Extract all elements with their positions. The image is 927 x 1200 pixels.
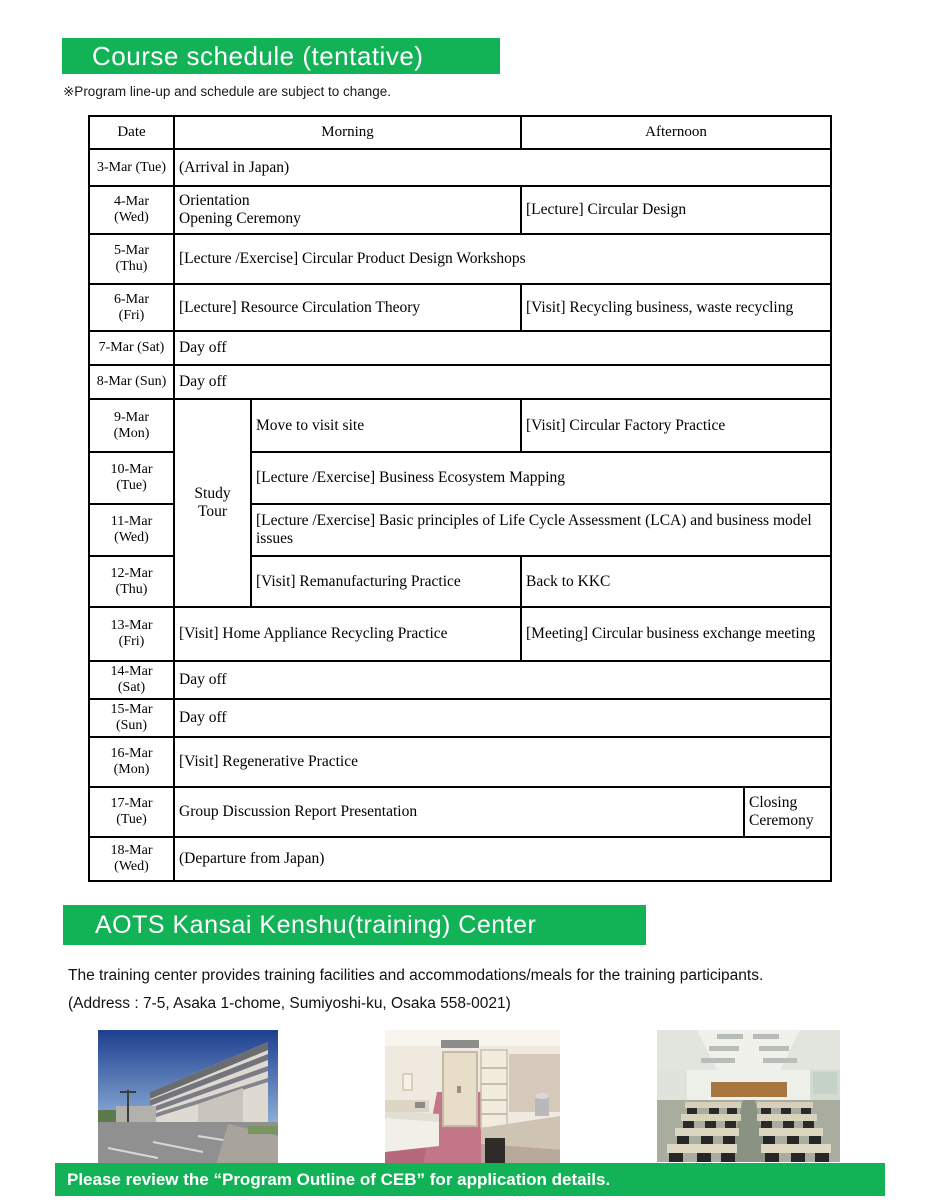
closing-ceremony-cell: Closing Ceremony xyxy=(744,787,831,837)
section-header-training-center xyxy=(63,905,646,945)
activity-cell: Day off xyxy=(174,331,831,365)
afternoon-cell: [Meeting] Circular business exchange meeting xyxy=(521,607,831,661)
guest-room-illustration xyxy=(385,1030,560,1165)
activity-cell: [Lecture /Exercise] Business Ecosystem Mapping xyxy=(251,452,831,504)
date-cell: 14-Mar (Sat) xyxy=(89,661,174,699)
date-cell: 15-Mar (Sun) xyxy=(89,699,174,737)
date-cell: 18-Mar (Wed) xyxy=(89,837,174,881)
activity-cell: [Visit] Regenerative Practice xyxy=(174,737,831,787)
morning-cell: [Visit] Home Appliance Recycling Practice xyxy=(174,607,521,661)
date-cell: 17-Mar (Tue) xyxy=(89,787,174,837)
date-cell: 4-Mar (Wed) xyxy=(89,186,174,234)
schedule-change-note: ※Program line-up and schedule are subject to change. xyxy=(63,84,392,99)
activity-cell: Day off xyxy=(174,699,831,737)
activity-cell: [Lecture /Exercise] Circular Product Design Workshops xyxy=(174,234,831,284)
date-cell: 12-Mar (Thu) xyxy=(89,556,174,607)
morning-cell: Move to visit site xyxy=(251,399,521,452)
table-row xyxy=(89,149,831,186)
date-cell: 10-Mar (Tue) xyxy=(89,452,174,504)
activity-cell: Group Discussion Report Presentation xyxy=(174,787,744,837)
afternoon-cell: [Lecture] Circular Design xyxy=(521,186,831,234)
section-title: AOTS Kansai Kenshu(training) Center xyxy=(95,910,537,939)
table-row xyxy=(89,787,831,837)
activity-cell: [Lecture /Exercise] Basic principles of Life Cycle Assessment (LCA) and business model issues xyxy=(251,504,831,556)
address-line: (Address : 7-5, Asaka 1-chome, Sumiyoshi-ku, Osaka 558-0021) xyxy=(68,995,511,1012)
afternoon-cell: [Visit] Recycling business, waste recycling xyxy=(521,284,831,331)
photo-building-exterior xyxy=(98,1030,278,1165)
table-row xyxy=(89,661,831,699)
date-cell: 16-Mar (Mon) xyxy=(89,737,174,787)
activity-cell: (Departure from Japan) xyxy=(174,837,831,881)
table-row xyxy=(89,837,831,881)
section-title: Course schedule (tentative) xyxy=(92,40,424,71)
building-illustration xyxy=(98,1030,278,1165)
photo-guest-room-interior xyxy=(385,1030,560,1165)
footer-notice-bar xyxy=(55,1163,885,1196)
table-row xyxy=(89,699,831,737)
table-row xyxy=(89,331,831,365)
activity-cell: Day off xyxy=(174,365,831,399)
study-tour-cell: Study Tour xyxy=(174,399,251,607)
table-row xyxy=(89,365,831,399)
col-header-morning: Morning xyxy=(174,116,521,149)
classroom-illustration xyxy=(657,1030,840,1162)
morning-cell: [Lecture] Resource Circulation Theory xyxy=(174,284,521,331)
section-header-course-schedule xyxy=(62,38,500,74)
date-cell: 13-Mar (Fri) xyxy=(89,607,174,661)
date-cell: 5-Mar (Thu) xyxy=(89,234,174,284)
table-row xyxy=(89,607,831,661)
date-cell: 8-Mar (Sun) xyxy=(89,365,174,399)
date-cell: 7-Mar (Sat) xyxy=(89,331,174,365)
table-row xyxy=(89,234,831,284)
col-header-afternoon: Afternoon xyxy=(521,116,831,149)
course-schedule-table xyxy=(88,115,832,882)
morning-cell: Orientation Opening Ceremony xyxy=(174,186,521,234)
activity-cell: Day off xyxy=(174,661,831,699)
photo-classroom xyxy=(657,1030,840,1162)
date-cell: 6-Mar (Fri) xyxy=(89,284,174,331)
afternoon-cell: Back to KKC xyxy=(521,556,831,607)
date-cell: 9-Mar (Mon) xyxy=(89,399,174,452)
table-row xyxy=(89,737,831,787)
date-cell: 3-Mar (Tue) xyxy=(89,149,174,186)
table-header-row xyxy=(89,116,831,149)
description-line: The training center provides training facilities and accommodations/meals for the training participants. xyxy=(68,967,764,984)
training-center-description xyxy=(68,962,763,1018)
date-cell: 11-Mar (Wed) xyxy=(89,504,174,556)
table-row xyxy=(89,186,831,234)
table-row xyxy=(89,284,831,331)
activity-cell: (Arrival in Japan) xyxy=(174,149,831,186)
table-row xyxy=(89,399,831,452)
col-header-date: Date xyxy=(89,116,174,149)
morning-cell: [Visit] Remanufacturing Practice xyxy=(251,556,521,607)
footer-notice-text: Please review the “Program Outline of CEB” for application details. xyxy=(67,1169,611,1189)
afternoon-cell: [Visit] Circular Factory Practice xyxy=(521,399,831,452)
